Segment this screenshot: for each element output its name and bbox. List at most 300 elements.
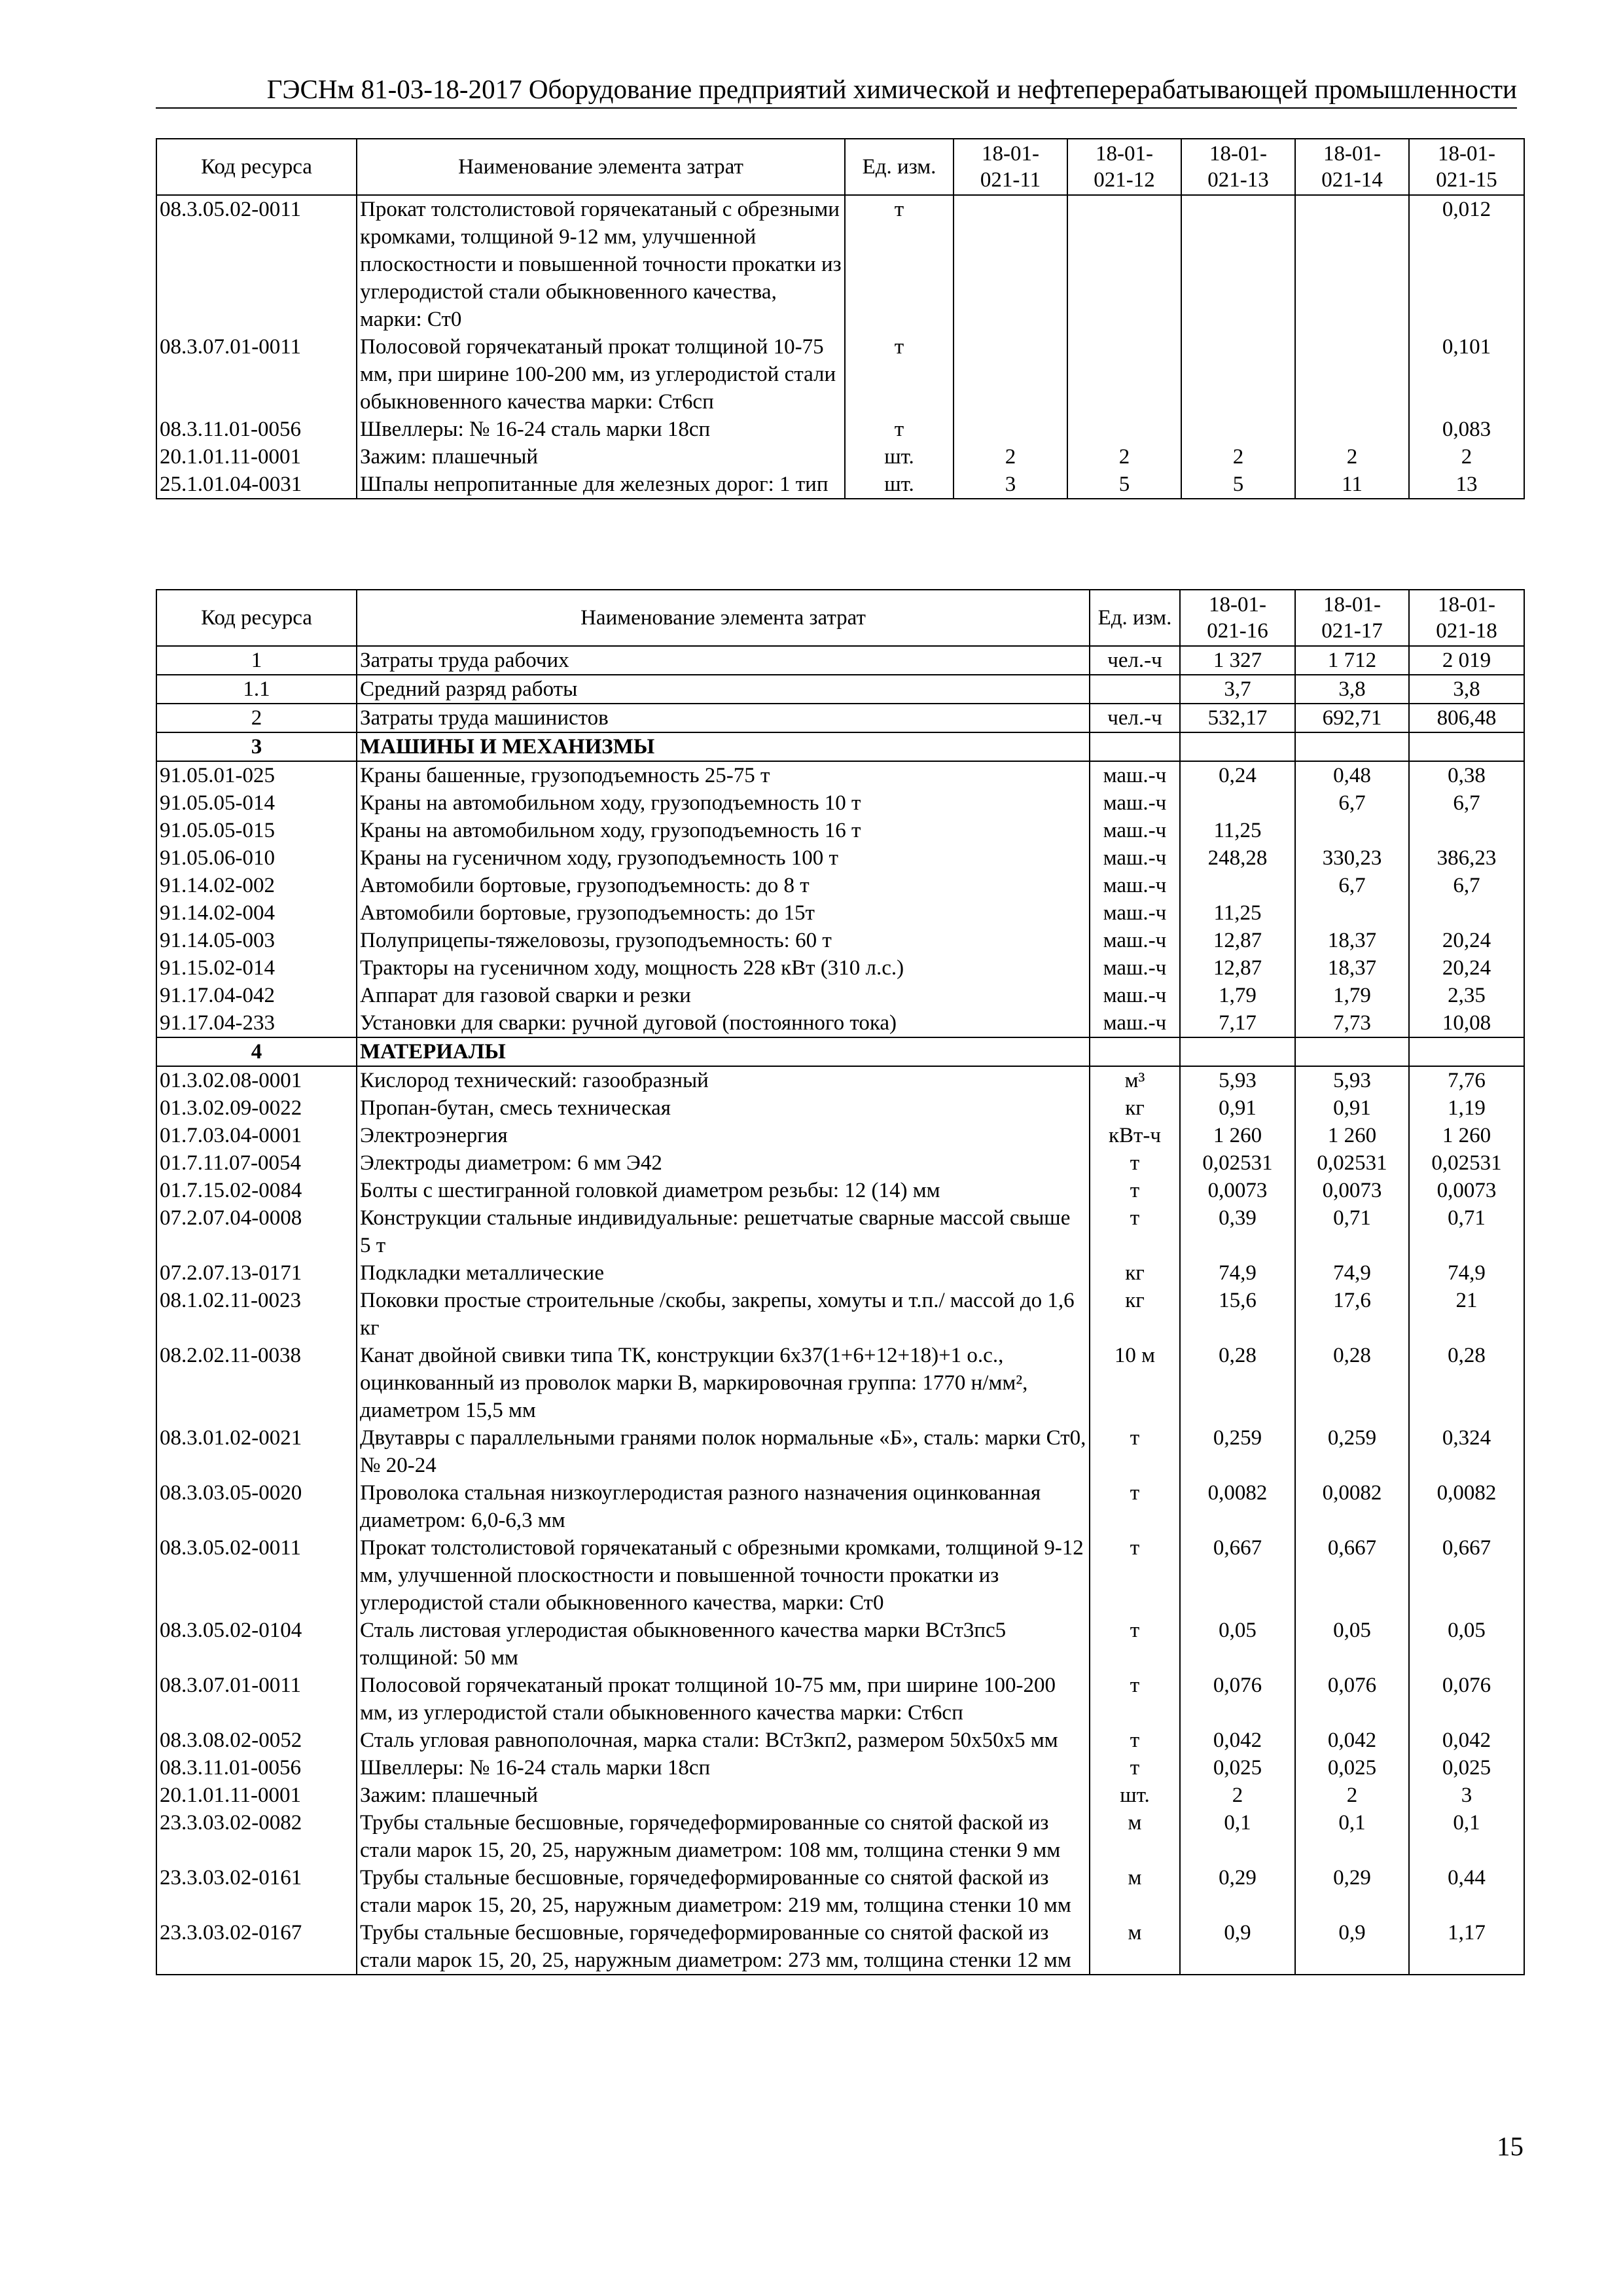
value-cell [954,195,1067,333]
table-row [156,1204,1524,1259]
value-cell: 0,48 [1295,761,1409,789]
value-cell: 248,28 [1180,844,1295,872]
resource-code-cell: 91.17.04-233 [156,1009,357,1037]
resource-code-cell: 01.7.11.07-0054 [156,1149,357,1177]
table-row [156,954,1524,982]
value-cell: 0,1 [1180,1809,1295,1864]
unit-cell: 10 м [1090,1342,1180,1424]
resource-name-cell: Кислород технический: газообразный [357,1066,1090,1094]
table1-header [156,139,1524,195]
col-unit-header: Ед. изм. [845,139,954,195]
resource-code-cell: 91.05.01-025 [156,761,357,789]
resource-table-1 [156,138,1525,499]
resource-code-cell: 91.14.02-002 [156,872,357,899]
value-cell [1180,789,1295,817]
value-cell: 5,93 [1180,1066,1295,1094]
value-cell: 3,7 [1180,675,1295,704]
table-row [156,1919,1524,1975]
value-cell: 0,71 [1295,1204,1409,1259]
value-cell: 0,0082 [1409,1479,1524,1534]
table-row [156,732,1524,761]
value-cell: 0,076 [1180,1672,1295,1727]
unit-cell: т [1090,1754,1180,1782]
resource-code-cell: 08.2.02.11-0038 [156,1342,357,1424]
value-cell: 6,7 [1295,872,1409,899]
unit-cell: т [1090,1204,1180,1259]
resource-name-cell: Аппарат для газовой сварки и резки [357,982,1090,1009]
resource-code-cell: 07.2.07.04-0008 [156,1204,357,1259]
resource-name-cell: Болты с шестигранной головкой диаметром резьбы: 12 (14) мм [357,1177,1090,1204]
value-cell: 2 [1295,1782,1409,1809]
value-cell: 0,076 [1295,1672,1409,1727]
resource-code-cell: 23.3.03.02-0167 [156,1919,357,1975]
resource-name-cell: Пропан-бутан, смесь техническая [357,1094,1090,1122]
resource-name-cell: Полуприцепы-тяжеловозы, грузоподъемность: 60 т [357,927,1090,954]
resource-name-cell: Шпалы непропитанные для железных дорог: 1 тип [357,471,845,499]
table-row [156,1864,1524,1919]
table-row [156,1149,1524,1177]
col-norm-header: 18-01- 021-16 [1180,590,1295,646]
resource-name-cell: Трубы стальные бесшовные, горячедеформированные со снятой фаской из стали марок 15, 20, 25, наружным диаметром: 108 мм, толщина стенки 9 мм [357,1809,1090,1864]
value-cell: 74,9 [1409,1259,1524,1287]
unit-cell [1090,1037,1180,1066]
table-row [156,646,1524,675]
value-cell: 0,71 [1409,1204,1524,1259]
value-cell: 532,17 [1180,704,1295,732]
resource-code-cell: 25.1.01.04-0031 [156,471,357,499]
col-norm-header: 18-01- 021-12 [1067,139,1181,195]
table-row [156,1009,1524,1037]
value-cell: 0,02531 [1180,1149,1295,1177]
unit-cell: чел.-ч [1090,646,1180,675]
resource-name-cell: Средний разряд работы [357,675,1090,704]
value-cell: 692,71 [1295,704,1409,732]
table-row [156,471,1524,499]
resource-code-cell: 07.2.07.13-0171 [156,1259,357,1287]
resource-code-cell: 08.3.08.02-0052 [156,1727,357,1754]
unit-cell: шт. [1090,1782,1180,1809]
resource-name-cell: Проволока стальная низкоуглеродистая разного назначения оцинкованная диаметром: 6,0-6,3 мм [357,1479,1090,1534]
resource-name-cell: Краны на автомобильном ходу, грузоподъемность 10 т [357,789,1090,817]
unit-cell: т [1090,1177,1180,1204]
col-code-header: Код ресурса [156,590,357,646]
col-unit-header: Ед. изм. [1090,590,1180,646]
col-code-header: Код ресурса [156,139,357,195]
table-row [156,416,1524,443]
resource-code-cell: 20.1.01.11-0001 [156,1782,357,1809]
resource-name-cell: Затраты труда машинистов [357,704,1090,732]
value-cell: 0,0073 [1180,1177,1295,1204]
table-row [156,1672,1524,1727]
value-cell: 5,93 [1295,1066,1409,1094]
unit-cell: кг [1090,1094,1180,1122]
resource-code-cell: 08.3.07.01-0011 [156,333,357,416]
value-cell: 11 [1295,471,1409,499]
value-cell: 0,101 [1409,333,1524,416]
value-cell [954,416,1067,443]
value-cell: 6,7 [1409,872,1524,899]
resource-code-cell: 08.3.05.02-0011 [156,1534,357,1617]
resource-code-cell: 08.3.05.02-0011 [156,195,357,333]
value-cell: 0,0082 [1180,1479,1295,1534]
value-cell: 7,73 [1295,1009,1409,1037]
value-cell: 2,35 [1409,982,1524,1009]
value-cell: 18,37 [1295,954,1409,982]
value-cell: 0,667 [1180,1534,1295,1617]
value-cell [1181,195,1295,333]
value-cell: 5 [1181,471,1295,499]
unit-cell: кг [1090,1287,1180,1342]
resource-code-cell: 20.1.01.11-0001 [156,443,357,471]
value-cell: 21 [1409,1287,1524,1342]
unit-cell: кВт-ч [1090,1122,1180,1149]
value-cell [1295,333,1409,416]
table-row [156,817,1524,844]
value-cell: 2 019 [1409,646,1524,675]
value-cell [1409,817,1524,844]
value-cell: 0,0073 [1409,1177,1524,1204]
value-cell: 1 260 [1295,1122,1409,1149]
value-cell: 6,7 [1409,789,1524,817]
unit-cell [1090,675,1180,704]
resource-name-cell: Двутавры с параллельными гранями полок нормальные «Б», сталь: марки Ст0, № 20-24 [357,1424,1090,1479]
value-cell: 0,05 [1295,1617,1409,1672]
unit-cell: маш.-ч [1090,899,1180,927]
value-cell [1295,732,1409,761]
value-cell: 386,23 [1409,844,1524,872]
table-row [156,927,1524,954]
unit-cell: т [1090,1617,1180,1672]
col-name-header: Наименование элемента затрат [357,139,845,195]
value-cell: 12,87 [1180,954,1295,982]
resource-code-cell: 1 [156,646,357,675]
col-norm-header: 18-01- 021-15 [1409,139,1524,195]
table-row [156,1037,1524,1066]
value-cell: 0,28 [1295,1342,1409,1424]
value-cell: 0,012 [1409,195,1524,333]
unit-cell: маш.-ч [1090,927,1180,954]
resource-code-cell: 08.3.11.01-0056 [156,416,357,443]
table-row [156,1534,1524,1617]
value-cell: 2 [1180,1782,1295,1809]
value-cell: 0,02531 [1295,1149,1409,1177]
resource-name-cell: Установки для сварки: ручной дуговой (постоянного тока) [357,1009,1090,1037]
value-cell: 0,025 [1295,1754,1409,1782]
table2-header [156,590,1524,646]
resource-name-cell: Прокат толстолистовой горячекатаный с обрезными кромками, толщиной 9-12 мм, улучшенной плоскостности и повышенной точности прокатки из углеродистой стали обыкновенного качества, марки: Ст0 [357,195,845,333]
table1-body [156,195,1524,499]
table-row [156,899,1524,927]
resource-code-cell: 01.3.02.08-0001 [156,1066,357,1094]
resource-name-cell: Затраты труда рабочих [357,646,1090,675]
table-row [156,1287,1524,1342]
table-row [156,333,1524,416]
value-cell: 0,39 [1180,1204,1295,1259]
value-cell: 1 712 [1295,646,1409,675]
value-cell: 0,91 [1295,1094,1409,1122]
resource-code-cell: 91.15.02-014 [156,954,357,982]
value-cell: 15,6 [1180,1287,1295,1342]
unit-cell: маш.-ч [1090,789,1180,817]
value-cell: 2 [954,443,1067,471]
value-cell: 0,042 [1295,1727,1409,1754]
value-cell: 11,25 [1180,817,1295,844]
unit-cell: т [1090,1672,1180,1727]
unit-cell: маш.-ч [1090,954,1180,982]
unit-cell: шт. [845,443,954,471]
value-cell: 0,259 [1295,1424,1409,1479]
resource-name-cell: Конструкции стальные индивидуальные: решетчатые сварные массой свыше 5 т [357,1204,1090,1259]
value-cell: 0,025 [1409,1754,1524,1782]
resource-code-cell: 91.14.05-003 [156,927,357,954]
value-cell: 5 [1067,471,1181,499]
unit-cell: маш.-ч [1090,872,1180,899]
value-cell: 0,05 [1180,1617,1295,1672]
resource-code-cell: 08.3.07.01-0011 [156,1672,357,1727]
value-cell: 0,9 [1295,1919,1409,1975]
table-row [156,704,1524,732]
table2-body [156,646,1524,1975]
value-cell [1295,195,1409,333]
resource-code-cell: 23.3.03.02-0082 [156,1809,357,1864]
value-cell: 1 260 [1409,1122,1524,1149]
table-row [156,675,1524,704]
resource-name-cell: Швеллеры: № 16-24 сталь марки 18сп [357,416,845,443]
value-cell: 806,48 [1409,704,1524,732]
value-cell: 0,324 [1409,1424,1524,1479]
value-cell: 6,7 [1295,789,1409,817]
value-cell: 17,6 [1295,1287,1409,1342]
resource-name-cell: Сталь угловая равнополочная, марка стали: ВСт3кп2, размером 50х50х5 мм [357,1727,1090,1754]
resource-name-cell: Подкладки металлические [357,1259,1090,1287]
unit-cell: м [1090,1809,1180,1864]
resource-code-cell: 91.14.02-004 [156,899,357,927]
value-cell [1409,1037,1524,1066]
resource-name-cell: Канат двойной свивки типа ТК, конструкции 6х37(1+6+12+18)+1 о.с., оцинкованный из проволок марки В, маркировочная группа: 1770 н/мм², диаметром 15,5 мм [357,1342,1090,1424]
value-cell [954,333,1067,416]
value-cell: 13 [1409,471,1524,499]
value-cell [1181,333,1295,416]
value-cell: 0,9 [1180,1919,1295,1975]
value-cell [1067,416,1181,443]
resource-code-cell: 08.3.05.02-0104 [156,1617,357,1672]
value-cell [1067,195,1181,333]
value-cell: 0,259 [1180,1424,1295,1479]
unit-cell: т [1090,1534,1180,1617]
unit-cell: маш.-ч [1090,844,1180,872]
resource-name-cell: Швеллеры: № 16-24 сталь марки 18сп [357,1754,1090,1782]
table-row [156,1177,1524,1204]
resource-code-cell: 1.1 [156,675,357,704]
value-cell: 330,23 [1295,844,1409,872]
unit-cell: т [1090,1479,1180,1534]
unit-cell: т [845,333,954,416]
unit-cell: м [1090,1919,1180,1975]
value-cell: 2 [1067,443,1181,471]
unit-cell: т [845,416,954,443]
table-row [156,1479,1524,1534]
value-cell: 0,042 [1409,1727,1524,1754]
value-cell: 2 [1409,443,1524,471]
resource-name-cell: Электроды диаметром: 6 мм Э42 [357,1149,1090,1177]
value-cell: 3,8 [1295,675,1409,704]
resource-code-cell: 23.3.03.02-0161 [156,1864,357,1919]
unit-cell [1090,732,1180,761]
value-cell: 0,0082 [1295,1479,1409,1534]
table-row [156,789,1524,817]
table-row [156,844,1524,872]
resource-name-cell: Поковки простые строительные /скобы, закрепы, хомуты и т.п./ массой до 1,6 кг [357,1287,1090,1342]
header-rule [156,107,1517,109]
table-row [156,1809,1524,1864]
value-cell [1295,416,1409,443]
resource-code-cell: 4 [156,1037,357,1066]
page-number: 15 [1497,2131,1524,2161]
unit-cell: м [1090,1864,1180,1919]
value-cell: 74,9 [1180,1259,1295,1287]
running-header: ГЭСНм 81-03-18-2017 Оборудование предприятий химической и нефтеперерабатывающей промышленности [266,74,1517,104]
resource-table-2 [156,589,1525,1975]
resource-name-cell: Прокат толстолистовой горячекатаный с обрезными кромками, толщиной 9-12 мм, улучшенной плоскостности и повышенной точности прокатки из углеродистой стали обыкновенного качества, марки: Ст0 [357,1534,1090,1617]
value-cell: 0,29 [1180,1864,1295,1919]
unit-cell: шт. [845,471,954,499]
resource-name-cell: Краны на автомобильном ходу, грузоподъемность 16 т [357,817,1090,844]
col-norm-header: 18-01- 021-18 [1409,590,1524,646]
resource-name-cell: Трубы стальные бесшовные, горячедеформированные со снятой фаской из стали марок 15, 20, 25, наружным диаметром: 219 мм, толщина стенки 10 мм [357,1864,1090,1919]
unit-cell: т [845,195,954,333]
value-cell [1180,872,1295,899]
value-cell: 0,0073 [1295,1177,1409,1204]
resource-code-cell: 91.05.05-015 [156,817,357,844]
value-cell: 1,17 [1409,1919,1524,1975]
resource-name-cell: Зажим: плашечный [357,443,845,471]
value-cell: 12,87 [1180,927,1295,954]
value-cell: 0,28 [1180,1342,1295,1424]
value-cell: 0,28 [1409,1342,1524,1424]
value-cell: 7,17 [1180,1009,1295,1037]
value-cell: 0,667 [1295,1534,1409,1617]
resource-code-cell: 91.05.05-014 [156,789,357,817]
resource-name-cell: Полосовой горячекатаный прокат толщиной 10-75 мм, при ширине 100-200 мм, из углеродистой стали обыкновенного качества марки: Ст6сп [357,333,845,416]
resource-code-cell: 2 [156,704,357,732]
value-cell: 10,08 [1409,1009,1524,1037]
unit-cell: кг [1090,1259,1180,1287]
table-row [156,1782,1524,1809]
unit-cell: т [1090,1424,1180,1479]
resource-name-cell: МАТЕРИАЛЫ [357,1037,1090,1066]
value-cell: 74,9 [1295,1259,1409,1287]
value-cell: 0,05 [1409,1617,1524,1672]
value-cell: 0,1 [1409,1809,1524,1864]
resource-code-cell: 08.3.03.05-0020 [156,1479,357,1534]
table-row [156,1259,1524,1287]
table-row [156,1066,1524,1094]
value-cell: 0,44 [1409,1864,1524,1919]
table-row [156,1094,1524,1122]
value-cell: 3 [954,471,1067,499]
table-row [156,1727,1524,1754]
table-row [156,195,1524,333]
value-cell: 0,02531 [1409,1149,1524,1177]
value-cell: 0,29 [1295,1864,1409,1919]
value-cell: 0,076 [1409,1672,1524,1727]
unit-cell: маш.-ч [1090,1009,1180,1037]
value-cell [1295,1037,1409,1066]
resource-code-cell: 08.1.02.11-0023 [156,1287,357,1342]
resource-name-cell: Автомобили бортовые, грузоподъемность: до 8 т [357,872,1090,899]
unit-cell: т [1090,1727,1180,1754]
resource-code-cell: 01.7.15.02-0084 [156,1177,357,1204]
unit-cell: т [1090,1149,1180,1177]
value-cell: 7,76 [1409,1066,1524,1094]
value-cell: 18,37 [1295,927,1409,954]
value-cell [1180,732,1295,761]
table-row [156,872,1524,899]
resource-name-cell: Тракторы на гусеничном ходу, мощность 228 кВт (310 л.с.) [357,954,1090,982]
value-cell [1295,817,1409,844]
col-norm-header: 18-01- 021-11 [954,139,1067,195]
resource-code-cell: 01.3.02.09-0022 [156,1094,357,1122]
resource-code-cell: 3 [156,732,357,761]
value-cell: 0,025 [1180,1754,1295,1782]
resource-name-cell: Электроэнергия [357,1122,1090,1149]
value-cell: 1 327 [1180,646,1295,675]
value-cell [1409,899,1524,927]
value-cell: 1,79 [1295,982,1409,1009]
resource-code-cell: 91.17.04-042 [156,982,357,1009]
value-cell [1181,416,1295,443]
resource-name-cell: Зажим: плашечный [357,1782,1090,1809]
value-cell: 3 [1409,1782,1524,1809]
value-cell: 0,083 [1409,416,1524,443]
resource-name-cell: МАШИНЫ И МЕХАНИЗМЫ [357,732,1090,761]
value-cell: 0,38 [1409,761,1524,789]
value-cell: 3,8 [1409,675,1524,704]
value-cell: 1,19 [1409,1094,1524,1122]
table-row [156,1617,1524,1672]
unit-cell: чел.-ч [1090,704,1180,732]
value-cell: 2 [1181,443,1295,471]
value-cell: 1,79 [1180,982,1295,1009]
table-row [156,1424,1524,1479]
unit-cell: маш.-ч [1090,817,1180,844]
value-cell: 0,91 [1180,1094,1295,1122]
value-cell: 2 [1295,443,1409,471]
value-cell: 0,1 [1295,1809,1409,1864]
value-cell: 0,24 [1180,761,1295,789]
value-cell: 1 260 [1180,1122,1295,1149]
value-cell [1180,1037,1295,1066]
value-cell: 20,24 [1409,954,1524,982]
resource-name-cell: Трубы стальные бесшовные, горячедеформированные со снятой фаской из стали марок 15, 20, 25, наружным диаметром: 273 мм, толщина стенки 12 мм [357,1919,1090,1975]
value-cell: 20,24 [1409,927,1524,954]
resource-code-cell: 01.7.03.04-0001 [156,1122,357,1149]
resource-code-cell: 08.3.11.01-0056 [156,1754,357,1782]
value-cell: 11,25 [1180,899,1295,927]
col-norm-header: 18-01- 021-14 [1295,139,1409,195]
table-row [156,761,1524,789]
value-cell [1295,899,1409,927]
col-norm-header: 18-01- 021-13 [1181,139,1295,195]
value-cell [1409,732,1524,761]
col-name-header: Наименование элемента затрат [357,590,1090,646]
table-row [156,1122,1524,1149]
col-norm-header: 18-01- 021-17 [1295,590,1409,646]
resource-code-cell: 08.3.01.02-0021 [156,1424,357,1479]
value-cell: 0,667 [1409,1534,1524,1617]
table-row [156,443,1524,471]
resource-name-cell: Краны на гусеничном ходу, грузоподъемность 100 т [357,844,1090,872]
